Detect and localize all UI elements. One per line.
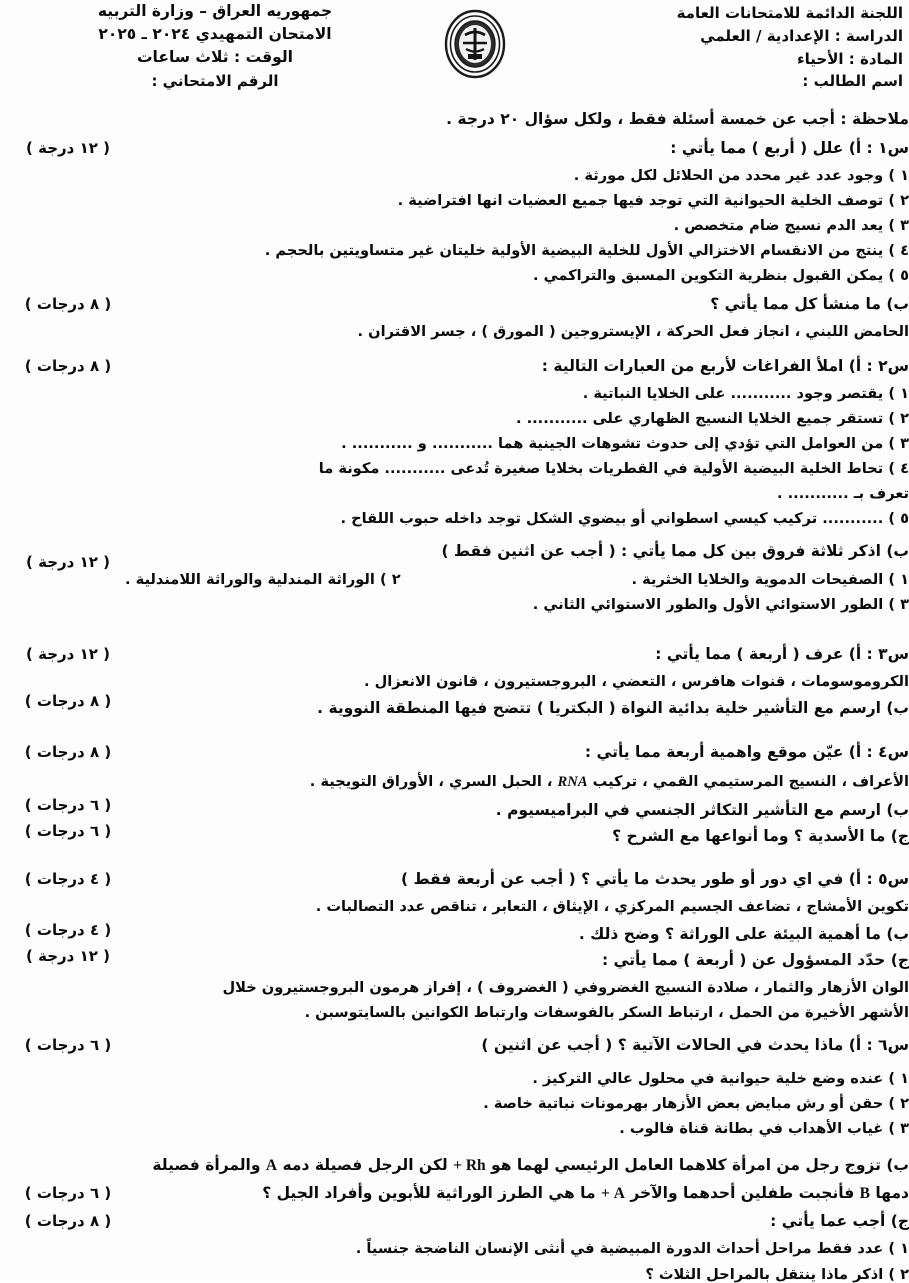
q6b-rh-positive: Rh + — [453, 1157, 486, 1174]
header-stage: الدراسة : الإعدادية / العلمي — [700, 26, 903, 45]
q1a-item-3: ٣ ) يعد الدم نسيج ضام متخصص . — [673, 217, 909, 234]
mark-q1b: ( ٨ درجات ) — [24, 295, 112, 313]
q6a-item-1: ١ ) عنده وضع خلية حيوانية في محلول عالي التركيز . — [532, 1070, 909, 1087]
header-exam-year: الامتحان التمهيدي ٢٠٢٤ ـ ٢٠٢٥ — [98, 24, 332, 43]
q2a-item-3: ٣ ) من العوامل التي تؤدي إلى حدوث تشوهات الجينية هما ........... و ........... . — [341, 435, 909, 452]
q6b-text-3: والمرأة فصيلة — [152, 1156, 266, 1174]
q5c-terms-line-1: الوان الأزهار والثمار ، صلادة النسيج الغضروفي ( الغضروف ) ، إفراز هرمون البروجستيرون خلال — [222, 979, 909, 996]
q2b-item-1: ١ ) الصفيحات الدموية والخلايا الخثرية . — [631, 571, 909, 588]
mark-q1a: ( ١٢ درجة ) — [26, 139, 110, 157]
mark-q4a: ( ٨ درجات ) — [24, 743, 112, 761]
mark-q6b: ( ٦ درجات ) — [24, 1184, 112, 1202]
header-subject: المادة : الأحياء — [796, 49, 903, 68]
q1a-item-1: ١ ) وجود عدد غير محدد من الحلائل لكل مورثة . — [573, 167, 909, 184]
q6c-item-2: ٢ ) اذكر ماذا ينتقل بالمراحل الثلاث ؟ — [645, 1266, 909, 1283]
q1b-terms: الحامض اللبني ، انجاز فعل الحركة ، الإيستروجين ( المورق ) ، جسر الاقتران . — [357, 323, 909, 340]
exam-number-label: الرقم الامتحاني : — [151, 72, 279, 90]
mark-q4c: ( ٦ درجات ) — [24, 822, 112, 840]
q2b-item-2: ٢ ) الوراثة المندلية والوراثة اللامندلية . — [125, 571, 401, 588]
q4-part-c-head: ج) ما الأسدية ؟ وما أنواعها مع الشرح ؟ — [612, 827, 909, 845]
q6b-blood-a-plus: A + — [601, 1185, 625, 1202]
q3-part-a-head: س٣ : أ) عرف ( أربعة ) مما يأتي : — [655, 645, 909, 663]
q6b-text-6: ما هي الطرز الوراثية للأبوين وأفراد الجيل ؟ — [262, 1184, 601, 1202]
header-country-ministry: جمهوريه العراق – وزارة التربيه — [97, 2, 333, 20]
q6b-text-4: دمها — [870, 1184, 909, 1202]
mark-q3a: ( ١٢ درجة ) — [26, 645, 110, 663]
mark-q5b: ( ٤ درجات ) — [24, 921, 112, 939]
q5c-terms-line-2: الأشهر الأخيرة من الحمل ، ارتباط السكر بالفوسفات وارتباط الكوانين بالسايتوسبن . — [304, 1004, 909, 1021]
q6a-item-3: ٣ ) غياب الأهداب في بطانة قناة فالوب . — [619, 1120, 909, 1137]
q6a-item-2: ٢ ) حقن أو رش مبايض بعض الأزهار بهرمونات نباتية خاصة . — [483, 1095, 909, 1112]
q4a-terms-part1: الأعراف ، النسيج المرستيمي القمي ، تركيب — [587, 773, 909, 790]
q6c-item-1: ١ ) عدد فقط مراحل أحداث الدورة المبيضية في أنثى الإنسان الناضجة جنسياً . — [355, 1240, 909, 1257]
mark-q2a: ( ٨ درجات ) — [24, 357, 112, 375]
mark-q6a: ( ٦ درجات ) — [24, 1036, 112, 1054]
q6-part-b-line-2 — [0, 1184, 909, 1203]
header-committee: اللجنة الدائمة للامتحانات العامة — [676, 4, 903, 22]
q6-part-b-line-1 — [0, 1156, 909, 1175]
header-left-block — [0, 0, 430, 69]
mark-q5a: ( ٤ درجات ) — [24, 870, 112, 888]
q6b-blood-b: B — [859, 1185, 870, 1202]
q4a-terms-part2: ، الحبل السري ، الأوراق التويجية . — [309, 773, 558, 790]
q4a-terms — [0, 773, 909, 791]
q5-part-b-head: ب) ما أهمية البيئة على الوراثة ؟ وضح ذلك . — [578, 925, 909, 943]
q6b-blood-a: A — [265, 1157, 278, 1174]
header-duration: الوقت : ثلاث ساعات — [136, 47, 293, 66]
mark-q5c: ( ١٢ درجة ) — [26, 947, 110, 965]
q1a-item-4: ٤ ) ينتج من الانقسام الاختزالي الأول للخلية البيضية الأولية خليتان غير متساويتين بالحجم . — [264, 242, 909, 259]
q2a-item-4: ٤ ) تحاط الخلية البيضية الأولية في القطريات بخلايا صغيرة تُدعى ........... مكونة ما — [318, 460, 909, 477]
q4-part-a-head: س٤ : أ) عيّن موقع واهمية أربعة مما يأتي : — [584, 743, 909, 761]
q2b-item-3: ٣ ) الطور الاستوائي الأول والطور الاستوائي الثاني . — [532, 596, 909, 613]
q6b-text-2: لكن الرجل فصيلة دمه — [277, 1156, 454, 1174]
mark-q2b: ( ١٢ درجة ) — [26, 553, 110, 571]
q6b-text-5: فأنجبت طفلين أحدهما والآخر — [624, 1184, 860, 1202]
mark-q3b: ( ٨ درجات ) — [24, 692, 112, 710]
q5a-terms: تكوين الأمشاج ، تضاعف الجسيم المركزي ، الإيثاق ، التعابر ، تناقص عدد التصالبات . — [315, 898, 909, 915]
q2a-item-5: ٥ ) ........... تركيب كيسي اسطواني أو بيضوي الشكل توجد داخله حبوب اللقاح . — [340, 510, 909, 527]
q2a-item-4-cont: تعرف بـ ........... . — [777, 485, 909, 502]
q5-part-c-head: ج) حدّد المسؤول عن ( أربعة ) مما يأتي : — [601, 951, 909, 969]
q2a-item-2: ٢ ) تستقر جميع الخلايا النسيج الظهاري على ........... . — [515, 410, 909, 427]
q2-part-b-head: ب) اذكر ثلاثة فروق بين كل مما يأتي : ( أجب عن اثنين فقط ) — [441, 542, 909, 560]
q2a-item-1: ١ ) يقتصر وجود ........... على الخلايا النباتية . — [582, 385, 909, 402]
q6-part-a-head: س٦ : أ) ماذا يحدث في الحالات الآتية ؟ ( أجب عن اثنين ) — [481, 1036, 909, 1054]
q1-part-b-head: ب) ما منشأ كل مما يأتي ؟ — [710, 295, 909, 313]
q5-part-a-head: س٥ : أ) في اي دور أو طور يحدث ما يأتي ؟ ( أجب عن أربعة فقط ) — [400, 870, 909, 888]
q4-part-b-head: ب) ارسم مع التأشير التكاثر الجنسي في البراميسيوم . — [495, 801, 909, 819]
q1a-item-2: ٢ ) توصف الخلية الحيوانية التي توجد فيها جميع العضيات انها افتراضية . — [397, 192, 909, 209]
q1a-item-5: ٥ ) يمكن القبول بنظرية التكوين المسبق والتراكمي . — [532, 267, 909, 284]
header-right-block — [483, 2, 903, 93]
header-student-name-label: اسم الطالب : — [802, 72, 903, 91]
q3-part-b-head: ب) ارسم مع التأشير خلية بدائية النواة ( البكتريا ) تتضح فيها المنطقة النووية . — [317, 699, 909, 717]
q6b-text-1: ب) تزوج رجل من امرأة كلاهما العامل الرئيسي لهما هو — [485, 1156, 909, 1174]
mark-q4b: ( ٦ درجات ) — [24, 796, 112, 814]
q4a-term-rna: RNA — [557, 774, 588, 790]
mark-q6c: ( ٨ درجات ) — [24, 1212, 112, 1230]
q6-part-c-head: ج) أجب عما يأتي : — [770, 1212, 909, 1230]
q3a-terms: الكروموسومات ، قنوات هافرس ، التعضي ، البروجستيرون ، قانون الانعزال . — [363, 673, 909, 690]
q1-part-a-head: س١ : أ) علل ( أربع ) مما يأتي : — [670, 139, 909, 157]
q2-part-a-head: س٢ : أ) املأ الفراغات لأربع من العبارات التالية : — [541, 357, 909, 375]
exam-note: ملاحظة : أجب عن خمسة أسئلة فقط ، ولكل سؤال ٢٠ درجة . — [446, 110, 909, 128]
